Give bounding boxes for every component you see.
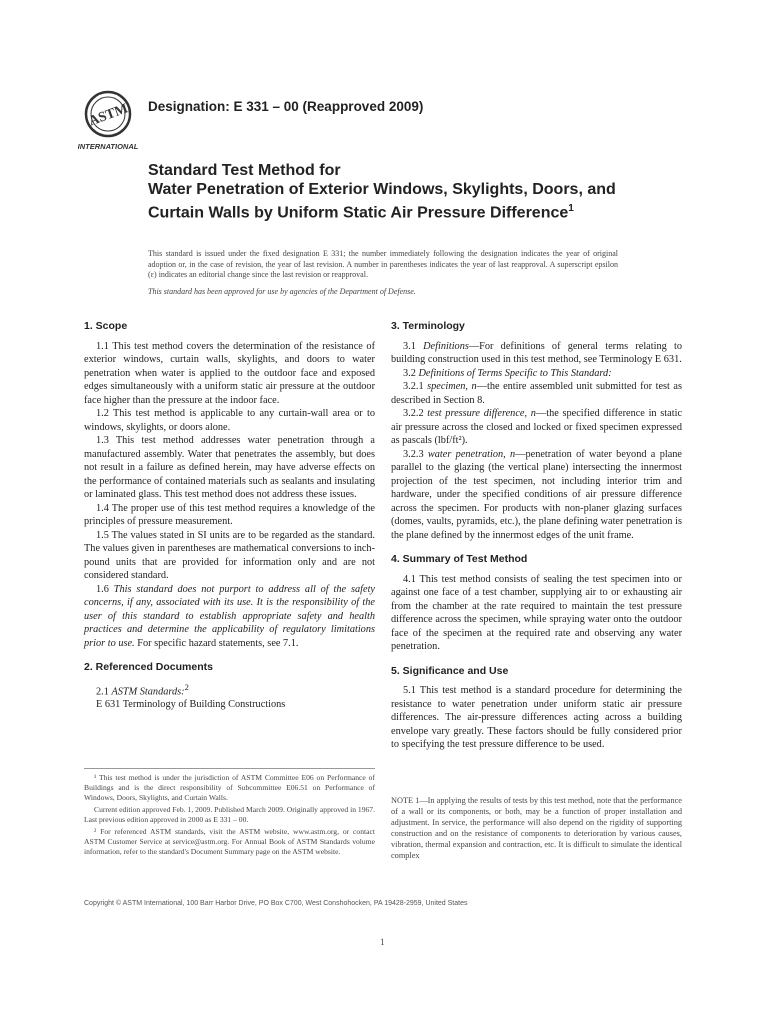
paragraph-number: 3.2 — [403, 367, 416, 379]
paragraph: 1.1 This test method covers the determination of the resistance of exterior windows, curtain walls, skylights, and doors to water penetration when water is applied to the outdoor face and exposed edges simultaneously with a uniform static air pressure at the outdoor face higher than the pressure at the indoor face. — [84, 340, 375, 406]
paragraph: 1.5 The values stated in SI units are to be regarded as the standard. The values given in parentheses are mathematical conversions to inch-pound units that are provided for information only and are not considered standard. — [84, 529, 375, 581]
paragraph: 4.1 This test method consists of sealing the test specimen into or against one face of a test chamber, supplying air to or exhausting air from the chamber at the rate required to maintain the test pressure difference across the specimen, while spraying water onto the outdoor face of the specimen at the required rate and observing any water penetration. — [391, 573, 682, 652]
svg-text:ASTM: ASTM — [86, 101, 131, 130]
section-significance — [391, 665, 682, 752]
paragraph — [84, 583, 375, 651]
italic-text: specimen, n — [427, 381, 477, 392]
italic-text: This standard does not purport to address all of the safety concerns, if any, associated with its use. It is the responsibility of the user of this standard to establish appropriate safety and health practices and determine the applicability of regulatory limitations prior to use. — [84, 583, 375, 649]
paragraph-number: 1.6 — [96, 583, 109, 595]
approved-note: This standard has been approved for use by agencies of the Department of Defense. — [148, 287, 416, 296]
paragraph-text: —the entire assembled unit submitted for test as described in Section 8. — [391, 381, 683, 406]
paragraph: 5.1 This test method is a standard procedure for determining the resistance to water penetration under uniform static air pressure differences. The air-pressure differences acting across a building envelope vary greatly. These factors should be fully considered prior to specifying the test pressure difference to be used. — [391, 685, 682, 750]
section-heading: 3. Terminology — [391, 320, 465, 332]
paragraph-number: 3.2.1 — [403, 381, 424, 392]
document-title — [148, 161, 668, 222]
paragraph — [391, 448, 682, 543]
paragraph-number: 2.1 — [96, 685, 109, 697]
section-summary — [391, 553, 682, 654]
paragraph — [391, 367, 682, 381]
paragraph-text: —the specified difference in static air pressure across the closed and locked or fixed specimen expressed as pascals (lbf/ft²). — [391, 408, 683, 446]
italic-text: water penetration, n — [427, 448, 516, 460]
footnote: Current edition approved Feb. 1, 2009. Published March 2009. Originally approved in 1967. Last previous edition approved in 2000 as E 331 – 00. — [84, 805, 375, 824]
section-referenced-documents — [84, 661, 375, 712]
paragraph — [84, 681, 375, 699]
left-column — [84, 320, 375, 723]
footnotes — [84, 768, 375, 859]
title-line-2: Water Penetration of Exterior Windows, Skylights, Doors, and Curtain Walls by Uniform Static Air Pressure Difference — [148, 181, 616, 222]
footnote: ¹ This test method is under the jurisdiction of ASTM Committee E06 on Performance of Buildings and is the direct responsibility of Subcommittee E06.51 on Performance of Windows, Doors, Skylights, and Curtain Walls. — [84, 773, 375, 802]
section-heading: 1. Scope — [84, 320, 128, 332]
italic-text: test pressure difference, n — [427, 408, 536, 419]
title-line-1: Standard Test Method for — [148, 162, 341, 179]
paragraph: E 631 Terminology of Building Constructions — [96, 699, 286, 711]
title-footnote-ref: 1 — [568, 203, 574, 214]
issued-note: This standard is issued under the fixed designation E 331; the number immediately following the designation indicates the year of original adoption or, in the case of revision, the year of last revision. A number in parentheses indicates the year of last reapproval. A superscript epsilon (ε) indicates an editorial change since the last revision or reapproval. — [148, 249, 618, 279]
section-heading: 2. Referenced Documents — [84, 661, 213, 673]
paragraph-text: —penetration of water beyond a plane parallel to the glazing (the vertical plane) intersecting the innermost projection of the test specimen, not including interior trim and hardware, under the specified conditions of air pressure difference across the specimen. For products with non-planer glazing surfaces (domes, vaults, pyramids, etc.), the plane defining water penetration is the plane defined by the innermost edges of the unit frame. — [391, 448, 682, 541]
page-number: 1 — [380, 937, 385, 947]
paragraph-number: 3.2.2 — [403, 408, 424, 419]
copyright-line: Copyright © ASTM International, 100 Barr Harbor Drive, PO Box C700, West Conshohocken, PA 19428-2959, United States — [84, 900, 468, 907]
paragraph-number: 3.1 — [403, 340, 416, 352]
section-terminology — [391, 320, 682, 542]
section-heading: 5. Significance and Use — [391, 664, 509, 677]
paragraph: 1.2 This test method is applicable to any curtain-wall area or to windows, skylights, or doors alone. — [84, 408, 375, 433]
paragraph — [391, 407, 682, 448]
footnote-ref: 2 — [184, 681, 189, 692]
svg-text:INTERNATIONAL: INTERNATIONAL — [78, 142, 139, 151]
section-scope — [84, 320, 375, 650]
italic-text: Definitions of Terms Specific to This Standard: — [418, 367, 612, 379]
section-heading: 4. Summary of Test Method — [391, 553, 528, 565]
right-column — [391, 320, 682, 763]
designation: Designation: E 331 – 00 (Reapproved 2009) — [148, 99, 424, 114]
paragraph-text: —For definitions of general terms relating to building construction used in this test method, see Terminology E 631. — [391, 340, 682, 365]
paragraph-text: For specific hazard statements, see 7.1. — [137, 637, 299, 649]
paragraph — [391, 340, 682, 367]
paragraph: 1.4 The proper use of this test method requires a knowledge of the principles of pressure measurement. — [84, 502, 375, 527]
paragraph-number: 3.2.3 — [403, 448, 424, 460]
paragraph: 1.3 This test method addresses water penetration through a manufactured assembly. Water that penetrates the assembly, but does not result in a failure as defined herein, may have adverse effects on the performance of contained materials such as sealants and insulating or laminated glass. This test method does not address these issues. — [84, 435, 375, 500]
note-1: NOTE 1—In applying the results of tests by this test method, note that the performance of a wall or its components, or both, may be a function of proper installation and adjustment. In service, the performance will also depend on the rigidity of supporting construction and on the resistance of components to deterioration by various causes, vibration, thermal expansion and contraction, etc. It is difficult to simulate the identical complex — [391, 796, 682, 860]
astm-logo — [78, 86, 144, 152]
italic-text: Definitions — [423, 340, 469, 352]
paragraph — [391, 380, 682, 407]
footnote: ² For referenced ASTM standards, visit the ASTM website, www.astm.org, or contact ASTM Customer Service at service@astm.org. For Annual Book of ASTM Standards volume information, refer to the standard's Document Summary page on the ASTM website. — [84, 827, 375, 856]
italic-text: ASTM Standards: — [111, 685, 185, 697]
